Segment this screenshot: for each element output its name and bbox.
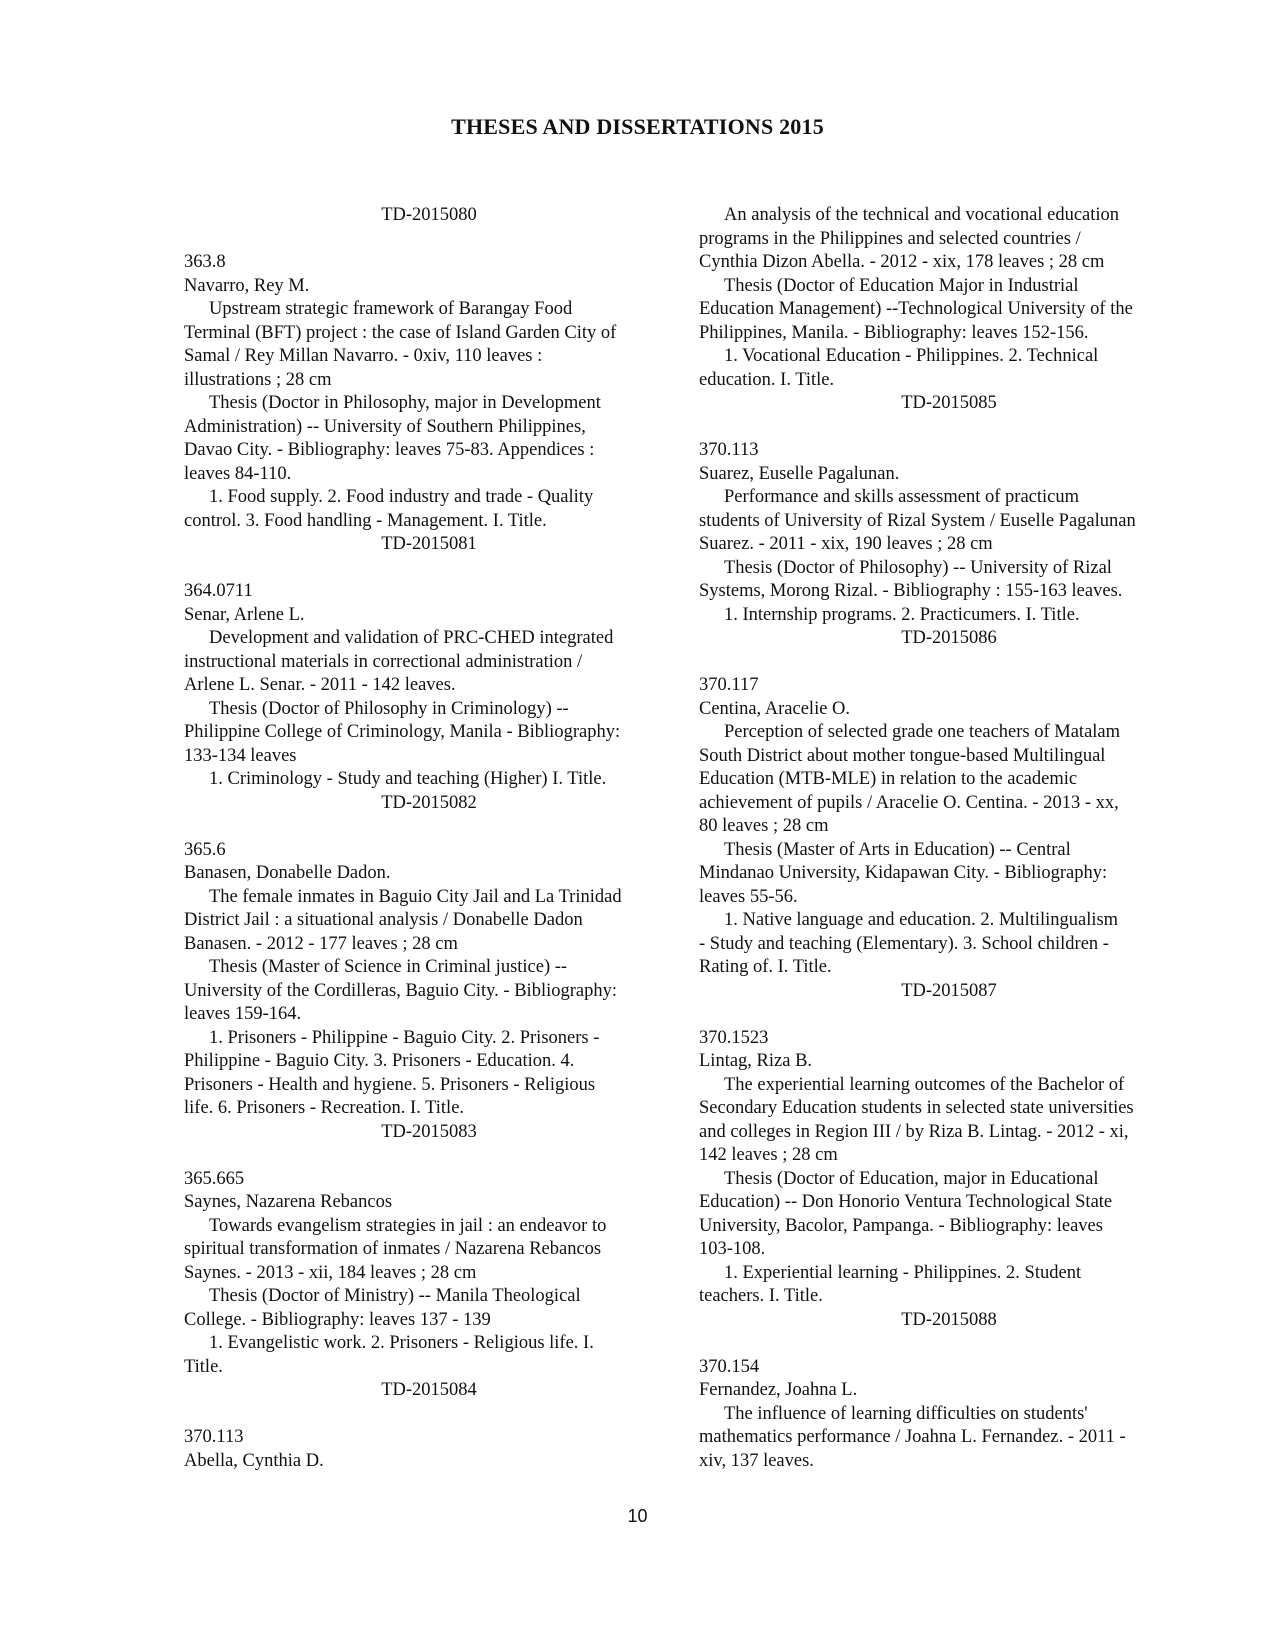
entry-spacer — [699, 1332, 1199, 1356]
entry-line: District Jail : a situational analysis / Donabelle Dadon — [184, 910, 583, 930]
entry-line: Administration) -- University of Southern Philippines, — [184, 416, 586, 437]
entry-line: 370.154 — [699, 1356, 760, 1377]
entry-line: 1. Vocational Education - Philippines. 2. Technical — [724, 346, 1099, 366]
entry-line: Thesis (Doctor in Philosophy, major in Development — [209, 393, 601, 413]
entry-line: Navarro, Rey M. — [184, 275, 310, 296]
entry-spacer — [184, 1403, 674, 1427]
entry-line: South District about mother tongue-based Multilingual — [699, 745, 1106, 766]
entry-line: Arlene L. Senar. - 2011 - 142 leaves. — [184, 675, 456, 695]
entry-line: Lintag, Riza B. — [699, 1051, 813, 1071]
entry-line: education. I. Title. — [699, 369, 835, 390]
entry-line: Banasen. - 2012 - 177 leaves ; 28 cm — [184, 933, 458, 954]
entry-line: mathematics performance / Joahna L. Fernandez. - 2011 - — [699, 1427, 1126, 1447]
entry-line: 370.117 — [699, 675, 759, 695]
entry-spacer — [699, 1003, 1199, 1027]
entry-line: An analysis of the technical and vocational education — [724, 205, 1120, 225]
accession-number: TD-2015080 — [381, 205, 477, 225]
entry-line: University of the Cordilleras, Baguio City. - Bibliography: — [184, 980, 617, 1001]
page-number: 10 — [627, 1506, 648, 1526]
entry-line: Performance and skills assessment of practicum — [724, 487, 1079, 507]
entry-line: 1. Internship programs. 2. Practicumers. I. Title. — [724, 604, 1080, 625]
entry-spacer — [184, 815, 674, 839]
entry-line: students of University of Rizal System / Euselle Pagalunan — [699, 510, 1136, 531]
entry-line: leaves 84-110. — [184, 463, 292, 484]
entry-line: 364.0711 — [184, 581, 253, 601]
entry-line: 142 leaves ; 28 cm — [699, 1145, 838, 1165]
entry-line: 1. Native language and education. 2. Multilingualism — [724, 910, 1119, 930]
entry-line: Thesis (Doctor of Ministry) -- Manila Theological — [209, 1286, 581, 1306]
entry-line: Systems, Morong Rizal. - Bibliography : 155-163 leaves. — [699, 581, 1123, 601]
entry-line: The experiential learning outcomes of the Bachelor of — [724, 1074, 1125, 1095]
entry-line: instructional materials in correctional administration / — [184, 651, 583, 672]
entry-line: xiv, 137 leaves. — [699, 1450, 814, 1471]
accession-number: TD-2015087 — [901, 980, 997, 1001]
entry-line: Philippine - Baguio City. 3. Prisoners - Education. 4. — [184, 1051, 575, 1071]
entry-line: Banasen, Donabelle Dadon. — [184, 863, 391, 883]
entry-line: 370.113 — [184, 1427, 244, 1447]
entry-line: Thesis (Doctor of Philosophy in Criminology) -- — [209, 698, 569, 719]
entry-line: 1. Evangelistic work. 2. Prisoners - Religious life. I. — [209, 1333, 594, 1353]
entry-line: Senar, Arlene L. — [184, 604, 305, 625]
entry-spacer — [184, 1144, 674, 1168]
accession-number: TD-2015086 — [901, 628, 997, 648]
accession-number: TD-2015081 — [381, 534, 477, 554]
entry-spacer — [184, 557, 674, 581]
right-column — [699, 204, 1199, 1473]
entry-line: leaves 55-56. — [699, 886, 798, 907]
entry-line: 370.113 — [699, 440, 759, 460]
entry-line: Davao City. - Bibliography: leaves 75-83. Appendices : — [184, 440, 595, 460]
entry-line: Abella, Cynthia D. — [184, 1450, 324, 1471]
accession-number: TD-2015082 — [381, 792, 477, 813]
entry-spacer — [699, 651, 1199, 675]
entry-line: 363.8 — [184, 252, 226, 272]
entry-line: 1. Experiential learning - Philippines. 2. Student — [724, 1262, 1082, 1283]
entry-line: Mindanao University, Kidapawan City. - Bibliography: — [699, 863, 1108, 883]
entry-line: Philippine College of Criminology, Manila - Bibliography: — [184, 722, 621, 742]
entry-line: Upstream strategic framework of Barangay Food — [209, 299, 573, 319]
entry-line: life. 6. Prisoners - Recreation. I. Title. — [184, 1098, 465, 1118]
entry-line: 370.1523 — [699, 1027, 769, 1048]
entry-line: 1. Prisoners - Philippine - Baguio City. 2. Prisoners - — [209, 1027, 600, 1048]
entry-line: Education) -- Don Honorio Ventura Technological State — [699, 1192, 1113, 1212]
entry-line: Title. — [184, 1356, 223, 1377]
accession-number: TD-2015088 — [901, 1309, 997, 1330]
entry-line: achievement of pupils / Aracelie O. Centina. - 2013 - xx, — [699, 792, 1119, 813]
entry-line: spiritual transformation of inmates / Nazarena Rebancos — [184, 1239, 602, 1259]
entry-line: The female inmates in Baguio City Jail and La Trinidad — [209, 886, 622, 907]
accession-number: TD-2015083 — [381, 1121, 477, 1142]
entry-line: Thesis (Master of Science in Criminal justice) -- — [209, 957, 568, 977]
entry-line: 103-108. — [699, 1239, 766, 1259]
entry-line: 365.665 — [184, 1168, 245, 1189]
entry-line: illustrations ; 28 cm — [184, 369, 332, 390]
entry-line: University, Bacolor, Pampanga. - Bibliography: leaves — [699, 1215, 1103, 1236]
entry-line: Saynes, Nazarena Rebancos — [184, 1192, 393, 1212]
entry-line: Thesis (Master of Arts in Education) -- Central — [724, 839, 1071, 860]
entry-line: programs in the Philippines and selected countries / — [699, 228, 1081, 249]
accession-number: TD-2015085 — [901, 393, 997, 413]
entry-line: Samal / Rey Millan Navarro. - 0xiv, 110 leaves : — [184, 346, 543, 366]
entry-line: College. - Bibliography: leaves 137 - 139 — [184, 1309, 491, 1330]
entry-line: Prisoners - Health and hygiene. 5. Prisoners - Religious — [184, 1074, 596, 1095]
entry-line: Development and validation of PRC-CHED integrated — [209, 628, 614, 648]
entry-line: Terminal (BFT) project : the case of Island Garden City of — [184, 322, 617, 343]
entry-line: Thesis (Doctor of Philosophy) -- University of Rizal — [724, 557, 1112, 578]
entry-line: control. 3. Food handling - Management. I. Title. — [184, 510, 547, 531]
entry-line: The influence of learning difficulties on students' — [724, 1403, 1088, 1424]
accession-number: TD-2015084 — [381, 1380, 477, 1400]
entry-line: teachers. I. Title. — [699, 1286, 823, 1306]
entry-line: 80 leaves ; 28 cm — [699, 816, 829, 836]
entry-spacer — [699, 416, 1199, 440]
entry-line: 133-134 leaves — [184, 745, 297, 766]
entry-line: Suarez. - 2011 - xix, 190 leaves ; 28 cm — [699, 534, 993, 554]
entry-line: Towards evangelism strategies in jail : an endeavor to — [209, 1215, 607, 1236]
entry-line: Suarez, Euselle Pagalunan. — [699, 463, 900, 484]
entry-line: Thesis (Doctor of Education Major in Industrial — [724, 275, 1079, 296]
entry-line: Fernandez, Joahna L. — [699, 1380, 858, 1400]
entry-line: Perception of selected grade one teachers of Matalam — [724, 722, 1121, 742]
entry-spacer — [184, 228, 674, 252]
page-title: THESES AND DISSERTATIONS 2015 — [451, 114, 824, 139]
entry-line: Cynthia Dizon Abella. - 2012 - xix, 178 leaves ; 28 cm — [699, 252, 1105, 272]
entry-line: Education Management) --Technological University of the — [699, 299, 1133, 319]
entry-line: - Study and teaching (Elementary). 3. School children - — [699, 933, 1109, 954]
left-column — [184, 204, 674, 1473]
entry-line: 1. Criminology - Study and teaching (Higher) I. Title. — [209, 769, 607, 789]
entry-line: Saynes. - 2013 - xii, 184 leaves ; 28 cm — [184, 1262, 477, 1283]
entry-line: Secondary Education students in selected state universities — [699, 1098, 1134, 1118]
entry-line: leaves 159-164. — [184, 1004, 302, 1024]
entry-line: Rating of. I. Title. — [699, 957, 832, 977]
entry-line: Centina, Aracelie O. — [699, 698, 851, 719]
entry-line: Thesis (Doctor of Education, major in Educational — [724, 1168, 1099, 1189]
entry-line: 1. Food supply. 2. Food industry and trade - Quality — [209, 487, 594, 507]
entry-line: and colleges in Region III / by Riza B. Lintag. - 2012 - xi, — [699, 1121, 1129, 1142]
entry-line: Education (MTB-MLE) in relation to the academic — [699, 769, 1078, 789]
entry-line: Philippines, Manila. - Bibliography: leaves 152-156. — [699, 322, 1089, 343]
entry-line: 365.6 — [184, 839, 226, 860]
